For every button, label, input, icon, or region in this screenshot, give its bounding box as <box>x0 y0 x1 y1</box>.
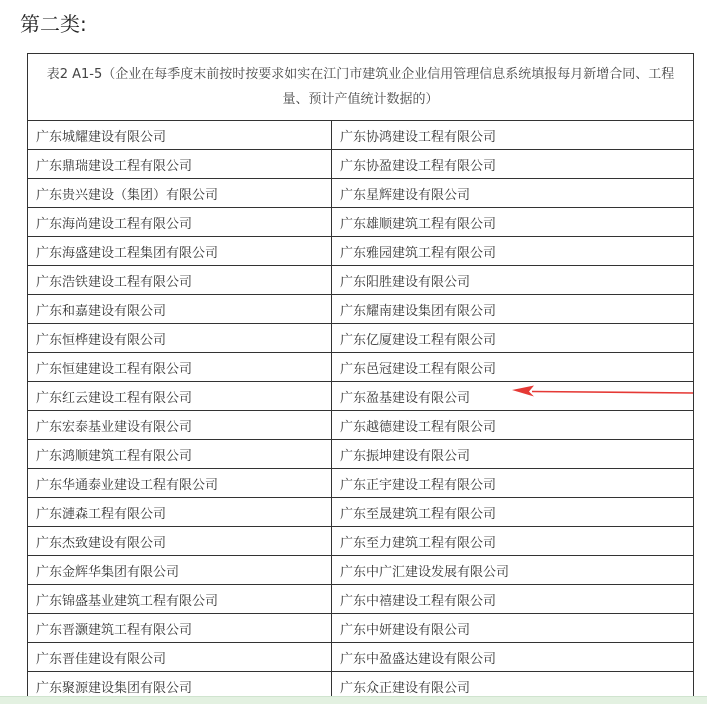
company-name-left: 广东聚源建设集团有限公司 <box>28 672 332 701</box>
company-name-left: 广东漣森工程有限公司 <box>28 498 332 527</box>
company-name-right: 广东耀南建设集团有限公司 <box>332 295 694 324</box>
table-row <box>28 208 694 237</box>
company-name-left: 广东海尚建设工程有限公司 <box>28 208 332 237</box>
company-name-right: 广东中广汇建设发展有限公司 <box>332 556 694 585</box>
company-name-left: 广东晋佳建设有限公司 <box>28 643 332 672</box>
company-name-right: 广东邑冠建设工程有限公司 <box>332 353 694 382</box>
company-name-left: 广东红云建设工程有限公司 <box>28 382 332 411</box>
company-name-right: 广东振坤建设有限公司 <box>332 440 694 469</box>
table-row <box>28 150 694 179</box>
company-name-left: 广东和嘉建设有限公司 <box>28 295 332 324</box>
company-name-right: 广东正宇建设工程有限公司 <box>332 469 694 498</box>
section-heading: 第二类: <box>20 12 87 36</box>
table-row <box>28 324 694 353</box>
company-name-left: 广东晋灏建筑工程有限公司 <box>28 614 332 643</box>
company-name-left: 广东鼎瑞建设工程有限公司 <box>28 150 332 179</box>
table-row <box>28 585 694 614</box>
company-name-left: 广东恒建建设工程有限公司 <box>28 353 332 382</box>
company-name-right: 广东星辉建设有限公司 <box>332 179 694 208</box>
company-name-right: 广东雄顺建筑工程有限公司 <box>332 208 694 237</box>
table-caption-row <box>28 54 694 121</box>
table-row <box>28 237 694 266</box>
table-row <box>28 266 694 295</box>
company-name-left: 广东锦盛基业建筑工程有限公司 <box>28 585 332 614</box>
company-name-left: 广东海盛建设工程集团有限公司 <box>28 237 332 266</box>
table-row <box>28 643 694 672</box>
table-row <box>28 527 694 556</box>
company-name-right: 广东越德建设工程有限公司 <box>332 411 694 440</box>
table-row <box>28 353 694 382</box>
company-name-right: 广东阳胜建设有限公司 <box>332 266 694 295</box>
company-name-right: 广东至晟建筑工程有限公司 <box>332 498 694 527</box>
company-name-left: 广东杰致建设有限公司 <box>28 527 332 556</box>
table-row <box>28 411 694 440</box>
company-name-right: 广东众正建设有限公司 <box>332 672 694 701</box>
company-name-left: 广东金辉华集团有限公司 <box>28 556 332 585</box>
company-name-right: 广东亿厦建设工程有限公司 <box>332 324 694 353</box>
table-row <box>28 179 694 208</box>
company-name-right: 广东盈基建设有限公司 <box>332 382 694 411</box>
company-name-right: 广东中妍建设有限公司 <box>332 614 694 643</box>
table-row <box>28 295 694 324</box>
company-name-right: 广东至力建筑工程有限公司 <box>332 527 694 556</box>
company-name-right: 广东雅园建筑工程有限公司 <box>332 237 694 266</box>
table-row <box>28 440 694 469</box>
company-name-left: 广东宏泰基业建设有限公司 <box>28 411 332 440</box>
company-name-left: 广东城耀建设有限公司 <box>28 121 332 150</box>
company-name-left: 广东浩铁建设工程有限公司 <box>28 266 332 295</box>
red-arrow-icon <box>510 381 695 399</box>
table-caption: 表2 A1-5（企业在每季度末前按时按要求如实在江门市建筑业企业信用管理信息系统填报每月新增合同、工程量、预计产值统计数据的） <box>28 54 694 121</box>
company-table-container <box>27 53 693 701</box>
table-row <box>28 469 694 498</box>
company-name-right: 广东中禧建设工程有限公司 <box>332 585 694 614</box>
company-name-right: 广东中盈盛达建设有限公司 <box>332 643 694 672</box>
company-name-left: 广东贵兴建设（集团）有限公司 <box>28 179 332 208</box>
company-table <box>27 53 694 701</box>
table-row <box>28 556 694 585</box>
table-row <box>28 498 694 527</box>
company-table-body <box>28 54 694 701</box>
company-name-left: 广东华通泰业建设工程有限公司 <box>28 469 332 498</box>
company-name-right: 广东协鸿建设工程有限公司 <box>332 121 694 150</box>
company-name-left: 广东恒桦建设有限公司 <box>28 324 332 353</box>
company-name-right: 广东协盈建设工程有限公司 <box>332 150 694 179</box>
table-row <box>28 121 694 150</box>
company-name-left: 广东鸿顺建筑工程有限公司 <box>28 440 332 469</box>
table-row <box>28 614 694 643</box>
